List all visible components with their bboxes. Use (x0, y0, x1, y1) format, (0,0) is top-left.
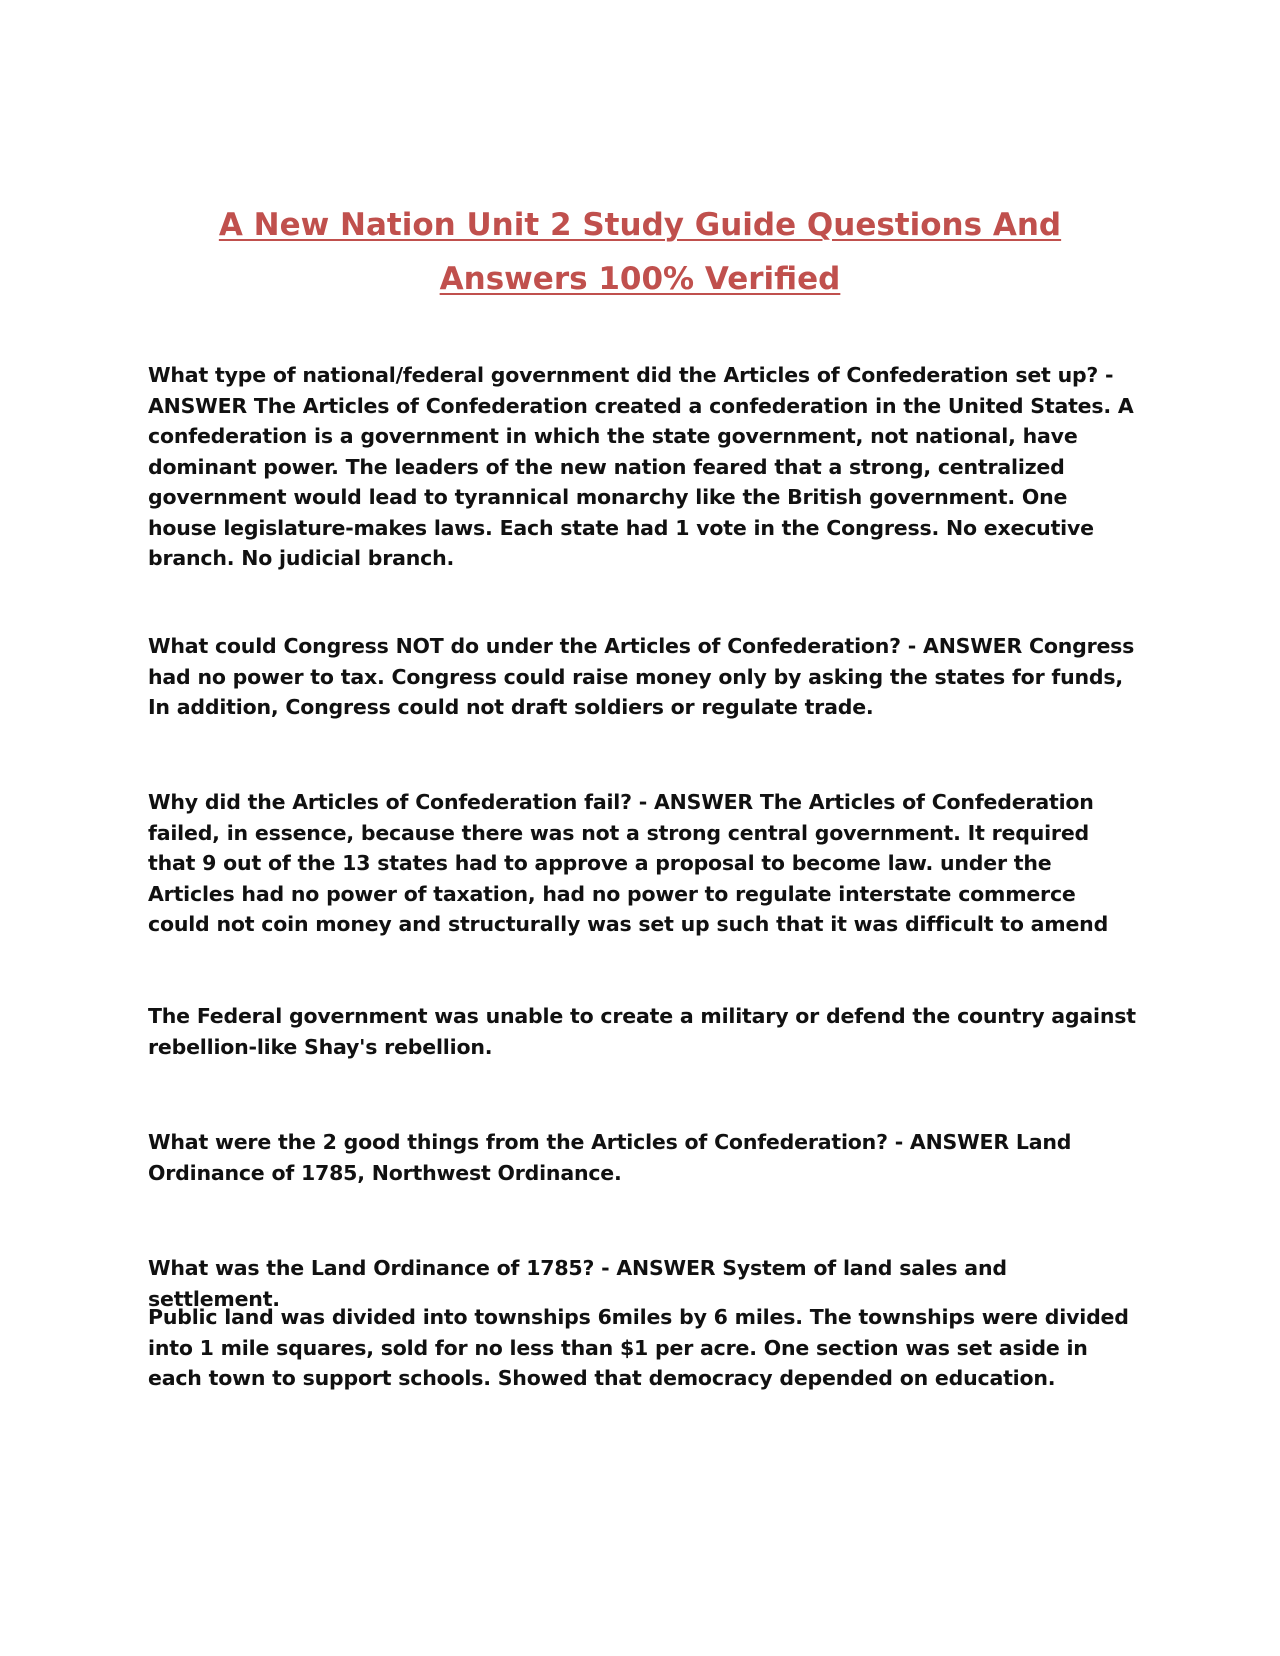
paragraph-good-things: What were the 2 good things from the Articles of Confederation? - ANSWER Land Ordinance of 1785, Northwest Ordinance. (148, 1130, 1072, 1185)
paragraph-congress-limits: What could Congress NOT do under the Articles of Confederation? - ANSWER Congress had no power to tax. Congress could raise money only by asking the states for funds, In addition, Congress could not draft soldiers or regulate trade. (148, 634, 1135, 719)
paragraph-federal-military: The Federal government was unable to create a military or defend the country against rebellion-like Shay's rebellion. (148, 1004, 1136, 1059)
paragraph-public-land: Public land was divided into townships 6miles by 6 miles. The townships were divided into 1 mile squares, sold for no less than $1 per acre. One section was set aside in each town to support schools. Showed that democracy depended on education. (148, 1305, 1129, 1390)
paragraph-articles-failure: Why did the Articles of Confederation fail? - ANSWER The Articles of Confederation failed, in essence, because there was not a strong central government. It required that 9 out of the 13 states had to approve a proposal to become law. under the Articles had no power of taxation, had no power to regulate interstate commerce could not coin money and structurally was set up such that it was difficult to amend (148, 790, 1109, 936)
paragraph-articles-government-type: What type of national/federal government did the Articles of Confederation set up? - ANSWER The Articles of Confederation created a confederation in the United States. A confederation is a government in which the state government, not national, have dominant power. The leaders of the new nation feared that a strong, centralized government would lead to tyrannical monarchy like the British government. One house legislature-makes laws. Each state had 1 vote in the Congress. No executive branch. No judicial branch. (148, 363, 1134, 570)
document-title-line-1: A New Nation Unit 2 Study Guide Questions And (218, 207, 1062, 243)
document-title-line-2: Answers 100% Verified (439, 261, 841, 297)
paragraph-land-ordinance-question: What was the Land Ordinance of 1785? - ANSWER System of land sales and settlement. (148, 1256, 1007, 1311)
document-title (150, 198, 1130, 306)
